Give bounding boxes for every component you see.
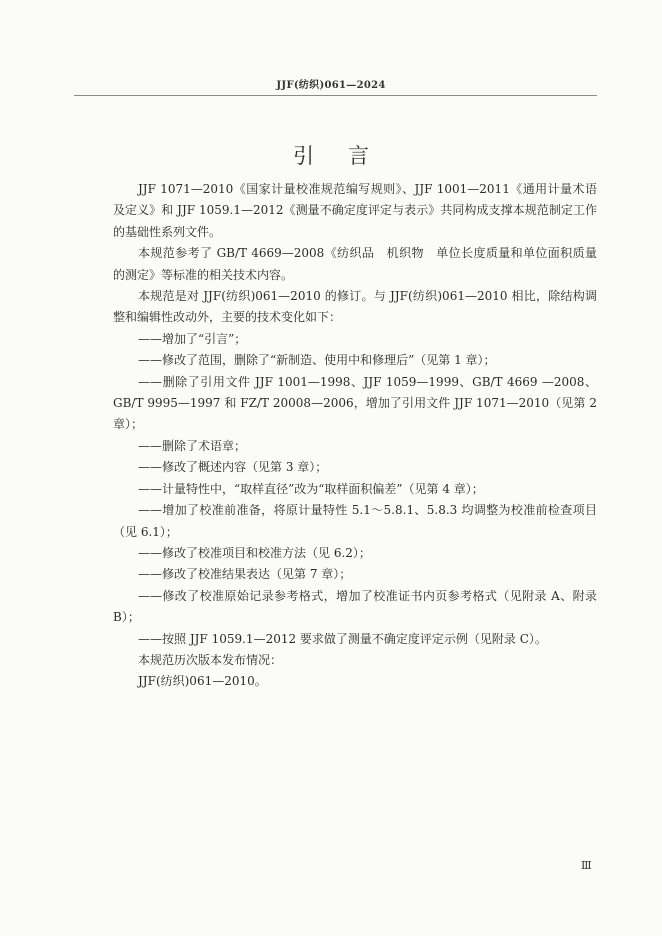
- change-item: ——修改了校准项目和校准方法（见 6.2）；: [138, 545, 371, 560]
- body-text: [113, 179, 597, 693]
- paragraph-foundation-documents: JJF 1071—2010《国家计量校准规范编写规则》、JJF 1001—2011《通用计量术语及定义》和 JJF 1059.1—2012《测量不确定度评定与表示》共同构成支撑本规范制定工作的基础性系列文件。: [113, 182, 597, 239]
- change-item: ——修改了校准原始记录参考格式，增加了校准证书内页参考格式（见附录 A、附录 B）；: [113, 588, 597, 625]
- change-item: ——增加了“引言”；: [138, 331, 247, 346]
- page-number: Ⅲ: [581, 859, 592, 872]
- change-item: ——增加了校准前准备，将原计量特性 5.1～5.8.1、5.8.3 均调整为校准前检查项目（见 6.1）；: [113, 503, 597, 539]
- header-divider: [74, 95, 597, 96]
- version-history-intro: 本规范历次版本发布情况：: [138, 652, 283, 667]
- header-standard-code: JJF(纺织)061—2024: [276, 80, 386, 91]
- change-item: ——计量特性中，“取样直径”改为“取样面积偏差”（见第 4 章）；: [138, 481, 484, 496]
- change-item: ——删除了术语章；: [138, 438, 247, 453]
- change-item: ——修改了校准结果表达（见第 7 章）；: [138, 567, 352, 582]
- paragraph-revision-summary: 本规范是对 JJF(纺织)061—2010 的修订。与 JJF(纺织)061—2010 相比，除结构调整和编辑性改动外，主要的技术变化如下：: [113, 289, 597, 325]
- change-item: ——删除了引用文件 JJF 1001—1998、JJF 1059—1999、GB/T 4669 —2008、GB/T 9995—1997 和 FZ/T 20008—2006，增加了引用文件 JJF 1071—2010（见第 2 章）；: [113, 374, 597, 432]
- change-item: ——按照 JJF 1059.1—2012 要求做了测量不确定度评定示例（见附录 C）。: [138, 631, 547, 646]
- version-history-list: JJF(纺织)061—2010。: [138, 674, 267, 689]
- paragraph-reference-standard: 本规范参考了 GB/T 4669—2008《纺织品 机织物 单位长度质量和单位面积质量的测定》等标准的相关技术内容。: [113, 246, 597, 282]
- change-item: ——修改了概述内容（见第 3 章）；: [138, 460, 328, 475]
- change-item: ——修改了范围，删除了“新制造、使用中和修理后”（见第 1 章）；: [138, 353, 496, 368]
- page-title: 引言: [293, 144, 403, 168]
